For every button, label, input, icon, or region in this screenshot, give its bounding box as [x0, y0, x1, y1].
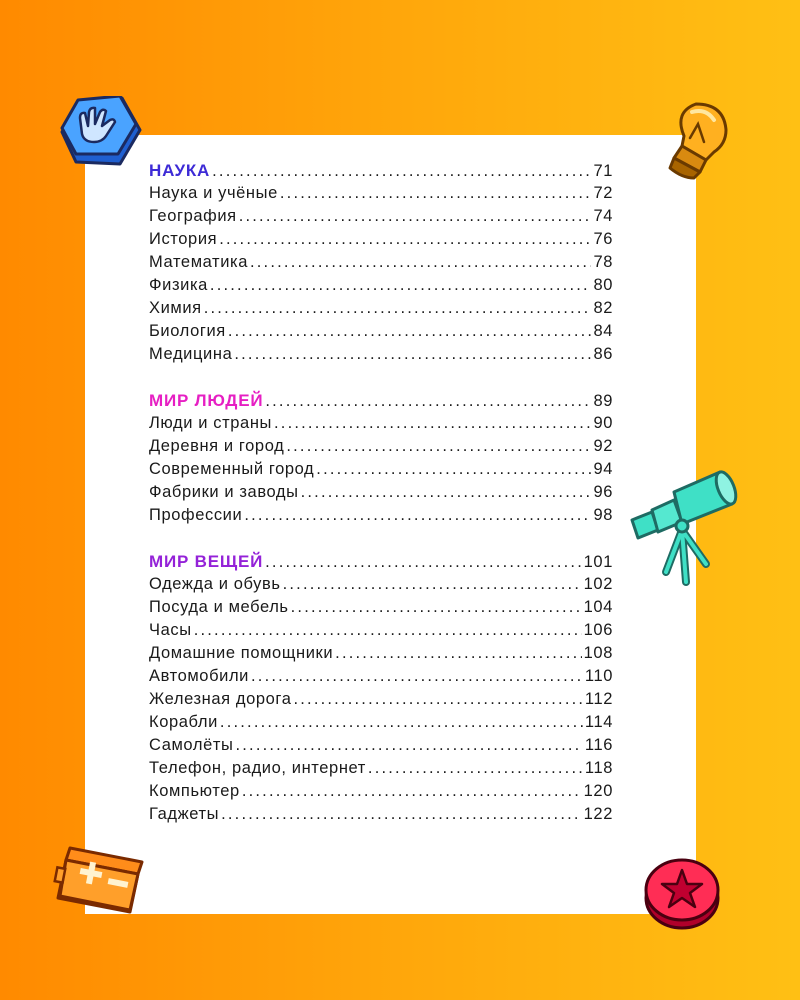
toc-entry-title: Компьютер [149, 782, 240, 800]
toc-page-number: 104 [583, 598, 613, 616]
toc-heading[interactable] [149, 391, 613, 414]
toc-entry[interactable] [149, 713, 613, 736]
toc-page-number: 110 [584, 667, 613, 685]
toc-leader [316, 460, 591, 479]
toc-entry-title: Гаджеты [149, 805, 220, 823]
toc-leader [291, 598, 582, 617]
toc-entry-title: Деревня и город [149, 437, 285, 455]
toc-entry-title: Посуда и мебель [149, 598, 289, 616]
toc-card [85, 135, 696, 914]
hexagon-hand-icon [58, 96, 144, 168]
toc-entry[interactable] [149, 805, 613, 828]
toc-page-number: 94 [593, 460, 613, 478]
toc-entry-title: Биология [149, 322, 226, 340]
toc-leader [212, 162, 591, 181]
toc-leader [265, 553, 582, 572]
toc-leader [194, 621, 582, 640]
toc-page-number: 78 [593, 253, 613, 271]
toc-heading[interactable] [149, 161, 613, 184]
toc-entry[interactable] [149, 736, 613, 759]
toc-entry[interactable] [149, 506, 613, 529]
toc-entry-title: Наука и учёные [149, 184, 278, 202]
toc-leader [280, 184, 592, 203]
toc-page-number: 98 [593, 506, 613, 524]
toc-leader [219, 230, 591, 249]
toc-entry[interactable] [149, 598, 613, 621]
toc-page-number: 114 [584, 713, 613, 731]
toc-page-number: 108 [583, 644, 613, 662]
toc-page-number: 92 [593, 437, 613, 455]
table-of-contents [149, 161, 613, 828]
toc-entry[interactable] [149, 345, 613, 368]
toc-entry[interactable] [149, 299, 613, 322]
toc-entry-title: Медицина [149, 345, 233, 363]
toc-leader [235, 736, 582, 755]
toc-leader [335, 644, 582, 663]
toc-entry-title: Автомобили [149, 667, 249, 685]
star-button-icon [642, 852, 724, 932]
toc-leader [274, 414, 591, 433]
toc-entry[interactable] [149, 483, 613, 506]
toc-leader [228, 322, 592, 341]
toc-entry[interactable] [149, 575, 613, 598]
toc-entry[interactable] [149, 253, 613, 276]
toc-heading-title: МИР ВЕЩЕЙ [149, 552, 264, 571]
toc-entry-title: История [149, 230, 218, 248]
battery-icon [52, 840, 150, 920]
toc-section-people [149, 391, 613, 529]
lightbulb-icon [652, 98, 732, 180]
toc-entry-title: Самолёты [149, 736, 234, 754]
toc-page-number: 76 [593, 230, 613, 248]
toc-leader [204, 299, 592, 318]
toc-leader [210, 276, 592, 295]
toc-page-number: 84 [593, 322, 613, 340]
toc-entry[interactable] [149, 184, 613, 207]
toc-entry-title: Одежда и обувь [149, 575, 281, 593]
toc-entry[interactable] [149, 322, 613, 345]
toc-page-number: 72 [593, 184, 613, 202]
toc-page-number: 112 [584, 690, 613, 708]
toc-heading-title: МИР ЛЮДЕЙ [149, 391, 264, 410]
toc-entry[interactable] [149, 460, 613, 483]
toc-page-number: 82 [593, 299, 613, 317]
toc-entry-title: Железная дорога [149, 690, 292, 708]
toc-leader [251, 667, 583, 686]
toc-entry-title: Профессии [149, 506, 243, 524]
toc-entry-title: География [149, 207, 237, 225]
toc-section-science [149, 161, 613, 368]
toc-entry[interactable] [149, 207, 613, 230]
toc-entry[interactable] [149, 437, 613, 460]
toc-entry-title: Люди и страны [149, 414, 273, 432]
toc-entry[interactable] [149, 690, 613, 713]
toc-page-number: 86 [593, 345, 613, 363]
toc-page-number: 122 [583, 805, 613, 823]
toc-entry-title: Фабрики и заводы [149, 483, 299, 501]
toc-leader [244, 506, 591, 525]
toc-leader [286, 437, 591, 456]
toc-page-number: 71 [593, 162, 613, 180]
toc-page-number: 89 [593, 392, 613, 410]
toc-entry-title: Современный город [149, 460, 315, 478]
toc-page-number: 116 [584, 736, 613, 754]
toc-entry-title: Физика [149, 276, 208, 294]
toc-entry[interactable] [149, 782, 613, 805]
toc-heading-title: НАУКА [149, 161, 211, 180]
toc-page-number: 106 [583, 621, 613, 639]
toc-section-things [149, 552, 613, 828]
toc-leader [239, 207, 592, 226]
toc-leader [293, 690, 582, 709]
toc-page-number: 96 [593, 483, 613, 501]
toc-entry-title: Часы [149, 621, 192, 639]
toc-leader [242, 782, 582, 801]
telescope-icon [622, 460, 742, 590]
toc-leader [234, 345, 591, 364]
toc-leader [250, 253, 591, 272]
toc-page-number: 120 [583, 782, 613, 800]
toc-entry[interactable] [149, 230, 613, 253]
toc-leader [221, 805, 582, 824]
toc-leader [265, 392, 591, 411]
toc-page-number: 80 [593, 276, 613, 294]
toc-entry[interactable] [149, 414, 613, 437]
toc-page-number: 118 [584, 759, 613, 777]
toc-entry-title: Химия [149, 299, 202, 317]
toc-entry[interactable] [149, 667, 613, 690]
toc-leader [301, 483, 592, 502]
toc-page-number: 102 [583, 575, 613, 593]
toc-page-number: 74 [593, 207, 613, 225]
toc-leader [283, 575, 582, 594]
toc-entry-title: Корабли [149, 713, 218, 731]
toc-entry[interactable] [149, 276, 613, 299]
toc-page-number: 90 [593, 414, 613, 432]
toc-heading[interactable] [149, 552, 613, 575]
toc-entry-title: Телефон, радио, интернет [149, 759, 366, 777]
toc-entry[interactable] [149, 644, 613, 667]
toc-leader [368, 759, 583, 778]
toc-entry-title: Математика [149, 253, 248, 271]
toc-entry-title: Домашние помощники [149, 644, 334, 662]
toc-entry[interactable] [149, 621, 613, 644]
toc-entry[interactable] [149, 759, 613, 782]
toc-page-number: 101 [583, 553, 613, 571]
toc-leader [220, 713, 583, 732]
